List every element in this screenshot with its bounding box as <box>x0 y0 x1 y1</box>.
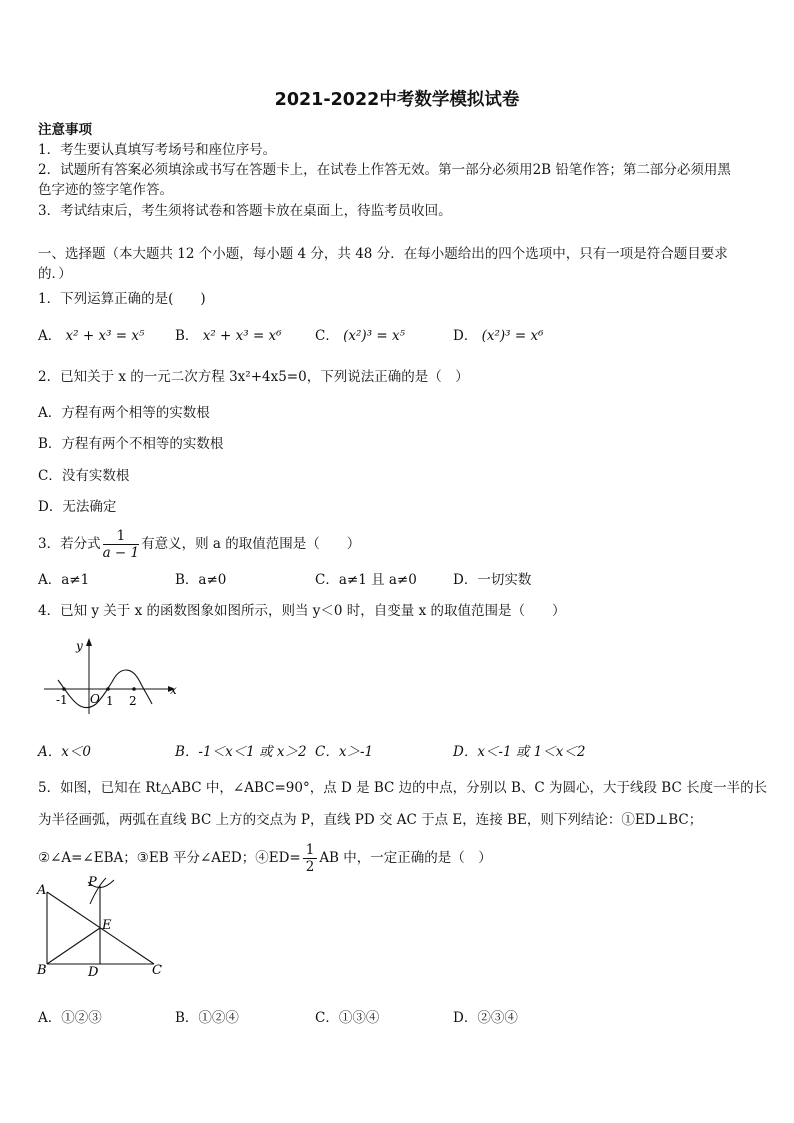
label-E: E <box>102 918 112 933</box>
q5-option-d: D．②③④ <box>453 1010 518 1026</box>
page-title: 2021-2022中考数学模拟试卷 <box>274 90 520 110</box>
notice-item-3: 3．考试结束后，考生须将试卷和答题卡放在桌面上，待监考员收回。 <box>38 203 452 219</box>
q1-stem: 1．下列运算正确的是( ) <box>38 291 206 307</box>
notice-item-1: 1．考生要认真填写考场号和座位序号。 <box>38 142 277 158</box>
q2-stem: 2．已知关于 x 的一元二次方程 3x²+4x5=0，下列说法正确的是（ ） <box>38 369 469 385</box>
graph-y-label: y <box>76 639 83 653</box>
section-header: 一、选择题（本大题共 12 个小题，每小题 4 分，共 48 分．在每小题给出的四个选项中，只有一项是符合题目要求 <box>38 246 728 262</box>
notice-heading: 注意事项 <box>38 122 92 138</box>
graph-tick-1: 1 <box>106 694 114 708</box>
q1-option-c <box>315 326 405 346</box>
q2-option-a: A．方程有两个相等的实数根 <box>38 405 210 421</box>
notice-item-2-cont: 色字迹的签字笔作答。 <box>38 182 173 198</box>
q1-option-d-label: D． <box>453 328 478 344</box>
q3-fraction <box>103 528 140 561</box>
q3-option-d: D．一切实数 <box>453 572 532 588</box>
notice-item-2: 2．试题所有答案必须填涂或书写在答题卡上，在试卷上作答无效。第一部分必须用2B 铅笔作答；第二部分必须用黑 <box>38 162 731 178</box>
q1-option-a-expr: x² + x³ = x⁵ <box>65 328 145 344</box>
graph-tick-2: 2 <box>129 694 137 708</box>
y-axis-arrow <box>86 638 92 646</box>
q5-stem-line-3-before: ②∠A=∠EBA；③EB 平分∠AED；④ED= <box>38 850 301 866</box>
segment-BE <box>47 928 100 964</box>
q1-option-a <box>38 326 144 346</box>
label-P: P <box>88 875 97 890</box>
q3-stem-after: 有意义，则 a 的取值范围是（ ） <box>141 536 361 552</box>
q3-option-c: C．a≠1 且 a≠0 <box>315 572 417 588</box>
q4-function-graph <box>38 632 188 718</box>
section-header-cont: 的．） <box>38 266 72 282</box>
q2-option-b: B．方程有两个不相等的实数根 <box>38 436 224 452</box>
root-point-1 <box>106 687 110 691</box>
q5-option-c: C．①③④ <box>315 1010 380 1026</box>
q5-option-b: B．①②④ <box>175 1010 239 1026</box>
q1-option-b-label: B． <box>175 328 199 344</box>
q4-option-b: B．-1＜x＜1 或 x＞2 <box>175 744 307 760</box>
q1-option-c-expr: (x²)³ = x⁵ <box>343 328 406 344</box>
q5-stem-line-3-after: AB 中，一定正确的是（ ） <box>319 850 492 866</box>
q5-fraction <box>303 842 318 875</box>
q3-stem <box>38 523 360 565</box>
graph-tick-neg1: -1 <box>56 693 68 707</box>
q1-option-b <box>175 326 282 346</box>
q1-option-c-label: C． <box>315 328 339 344</box>
q3-fraction-den: a − 1 <box>102 545 140 561</box>
q2-option-d: D．无法确定 <box>38 499 117 515</box>
q1-option-d <box>453 326 544 346</box>
label-A: A <box>37 883 47 898</box>
root-point-neg1 <box>62 687 66 691</box>
q1-option-d-expr: (x²)³ = x⁶ <box>481 328 544 344</box>
label-D: D <box>88 965 99 980</box>
q5-stem-line-2: 为半径画弧，两弧在直线 BC 上方的交点为 P，直线 PD 交 AC 于点 E，连接 BE，则下列结论：①ED⊥BC； <box>38 812 703 828</box>
q5-fraction-num: 1 <box>303 842 318 859</box>
label-B: B <box>37 963 47 978</box>
q5-stem-line-3 <box>38 837 492 879</box>
q5-stem-line-1: 5．如图，已知在 Rt△ABC 中，∠ABC=90°，点 D 是 BC 边的中点，分别以 B、C 为圆心，大于线段 BC 长度一半的长 <box>38 780 768 796</box>
q3-fraction-num: 1 <box>103 528 140 545</box>
q3-stem-before: 3．若分式 <box>38 536 101 552</box>
graph-origin-label: O <box>90 692 100 706</box>
label-C: C <box>152 963 162 978</box>
graph-x-label: x <box>170 683 177 697</box>
q4-option-d: D．x＜-1 或 1＜x＜2 <box>453 744 586 760</box>
q5-triangle-figure <box>34 874 174 984</box>
q5-fraction-den: 2 <box>305 859 315 875</box>
q4-option-c: C．x＞-1 <box>315 744 374 760</box>
root-point-2 <box>132 687 136 691</box>
q3-option-b: B．a≠0 <box>175 572 227 588</box>
q5-option-a: A．①②③ <box>38 1010 102 1026</box>
q1-option-b-expr: x² + x³ = x⁶ <box>202 328 282 344</box>
q1-option-a-label: A． <box>38 328 62 344</box>
q2-option-c: C．没有实数根 <box>38 468 130 484</box>
q3-option-a: A．a≠1 <box>38 572 90 588</box>
q4-option-a: A．x＜0 <box>38 744 91 760</box>
q4-stem: 4．已知 y 关于 x 的函数图象如图所示，则当 y＜0 时，自变量 x 的取值范围是（ ） <box>38 603 566 619</box>
